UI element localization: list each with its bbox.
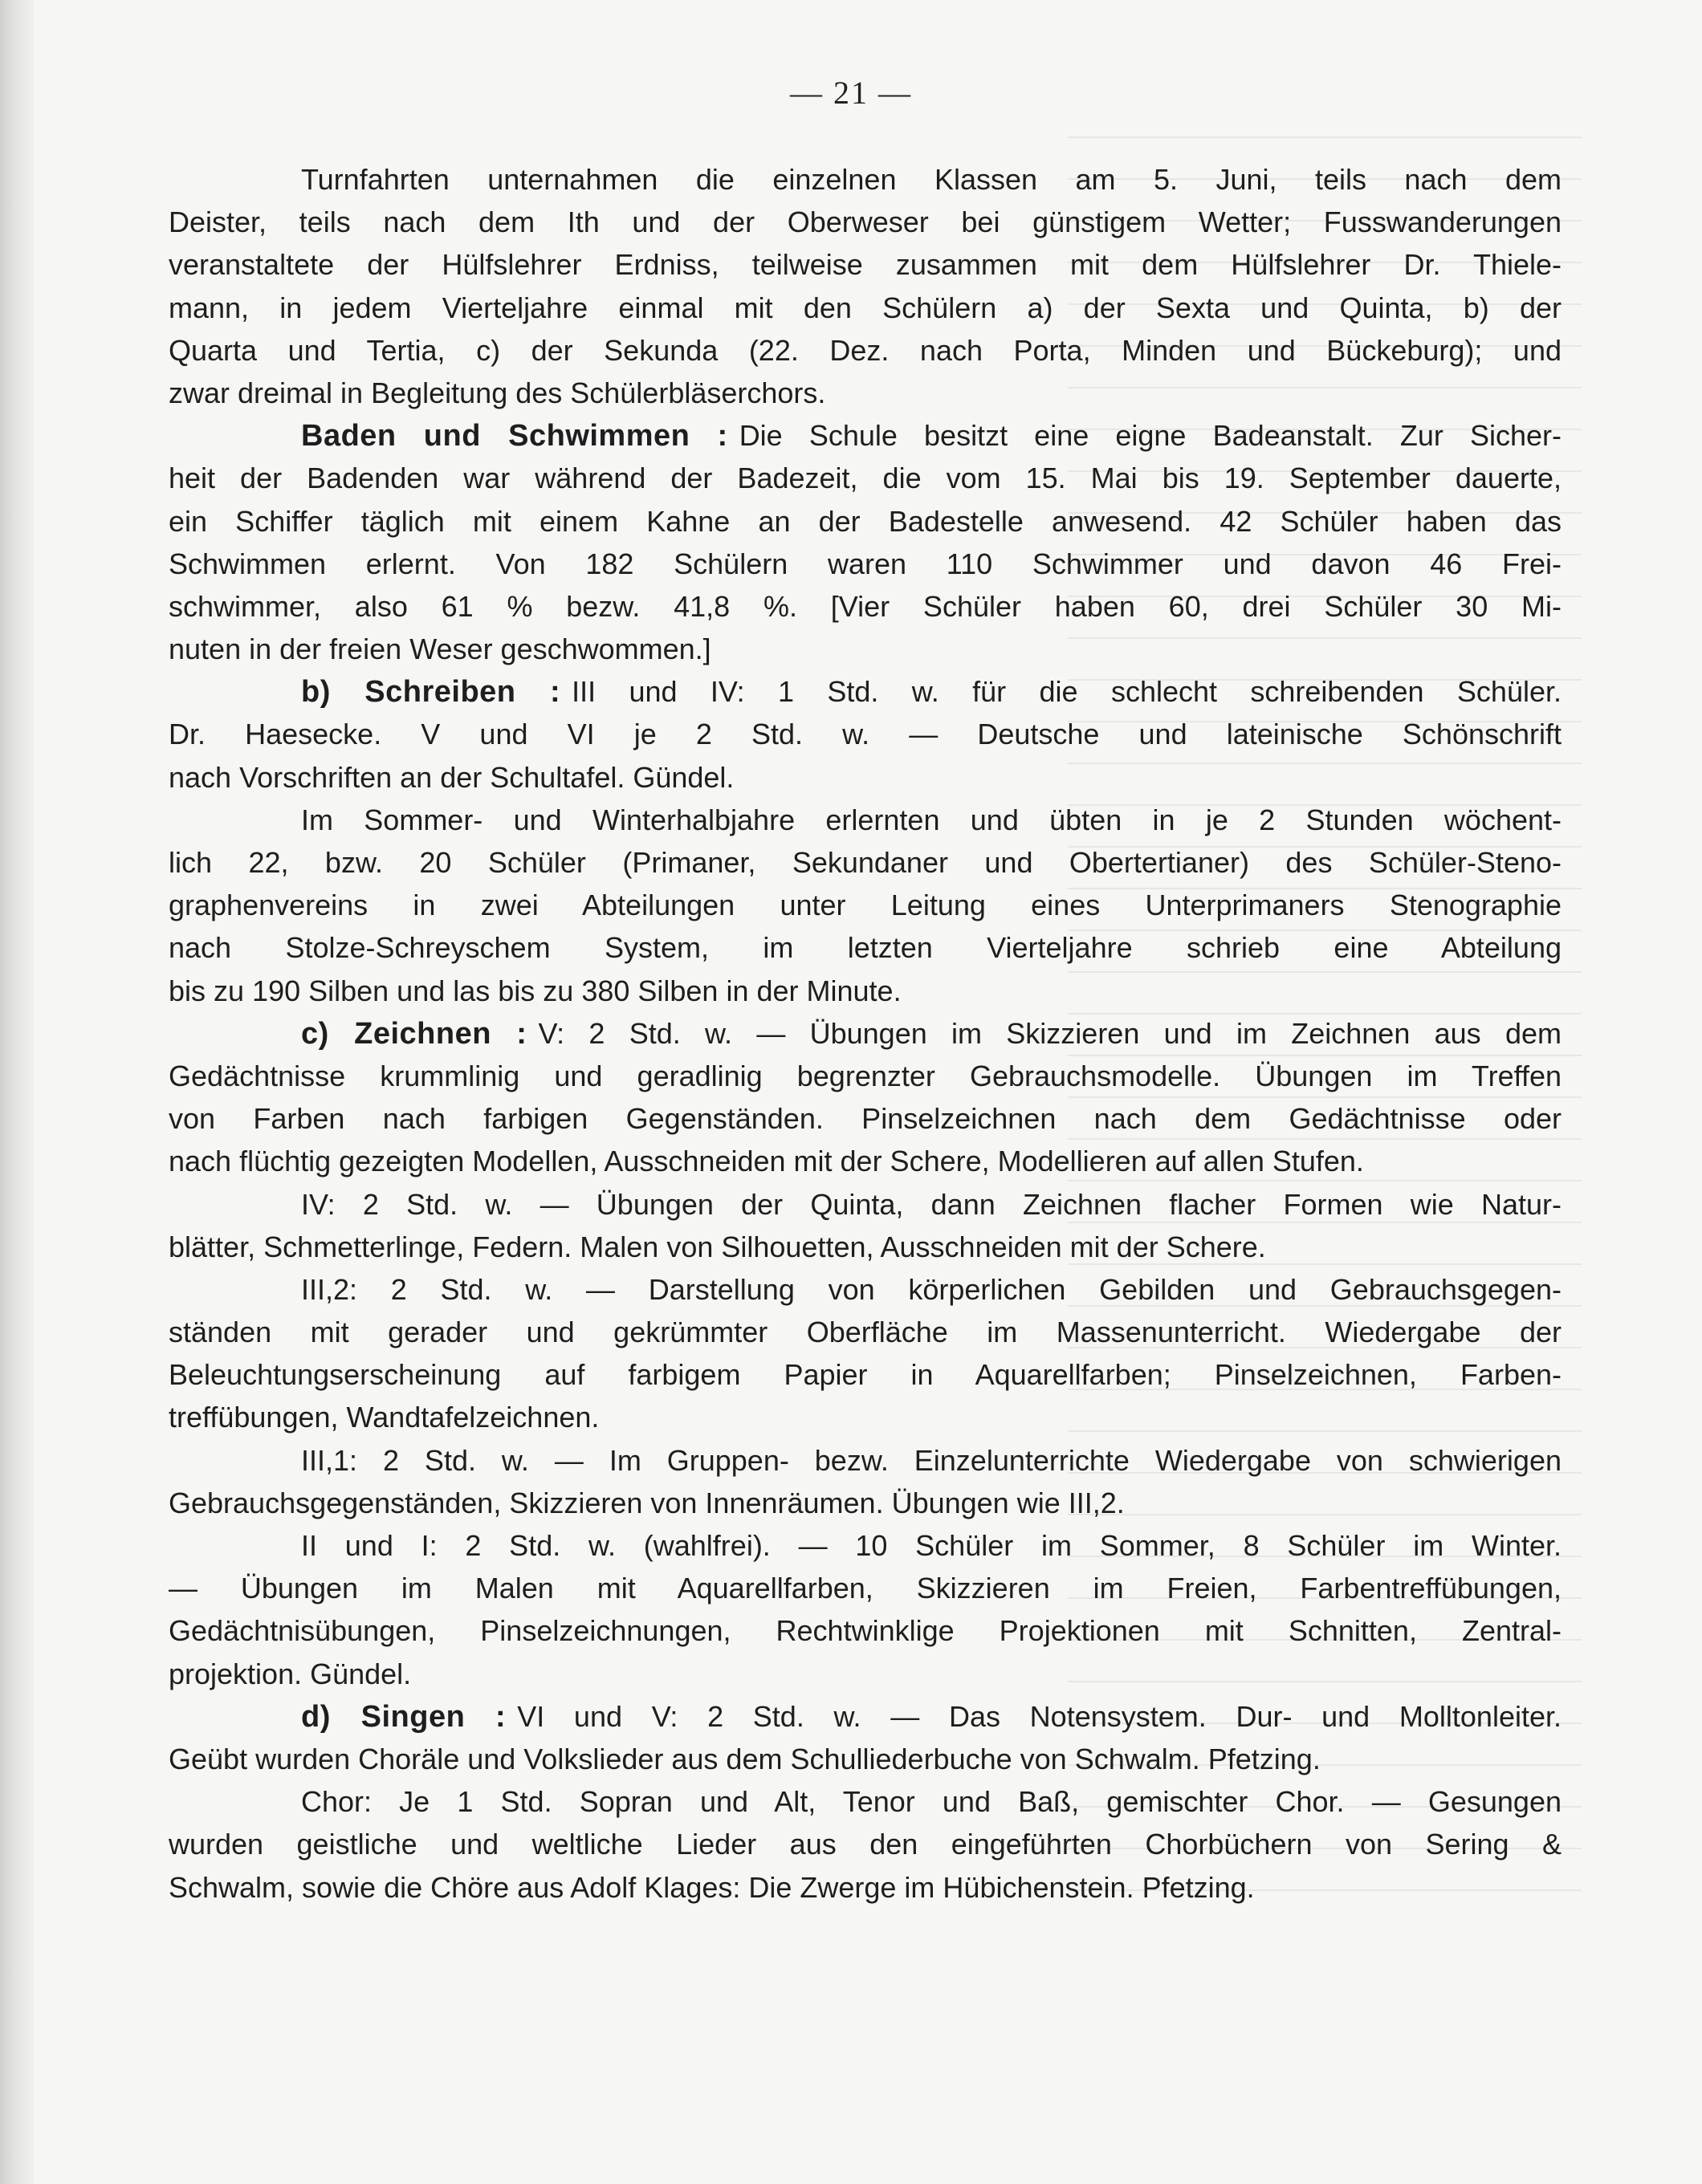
text-run: V: 2 Std. w. — Übungen im Skizzieren und im Zeichnen aus dem	[538, 1016, 1562, 1050]
text-line: graphenvereins in zwei Abteilungen unter Leitung eines Unterprimaners Stenographie	[169, 889, 1562, 922]
text-run: Die Schule besitzt eine eigne Badeanstalt. Zur Sicher-	[739, 419, 1562, 453]
text-line: lich 22, bzw. 20 Schüler (Primaner, Sekundaner und Obertertianer) des Schüler-Steno-	[169, 846, 1562, 879]
book-spine-shadow	[0, 0, 34, 2184]
text-line: ein Schiffer täglich mit einem Kahne an der Badestelle anwesend. 42 Schüler haben das	[169, 504, 1562, 538]
section-line	[169, 1012, 1562, 1055]
text-line: Quarta und Tertia, c) der Sekunda (22. Dez. nach Porta, Minden und Bückeburg); und	[169, 333, 1562, 367]
text-line: wurden geistliche und weltliche Lieder aus den eingeführten Chorbüchern von Sering &	[169, 1828, 1562, 1861]
text-line: treffübungen, Wandtafelzeichnen.	[169, 1401, 600, 1434]
text-line: III,2: 2 Std. w. — Darstellung von körperlichen Gebilden und Gebrauchsgegen-	[301, 1272, 1562, 1306]
text-line: schwimmer, also 61 % bezw. 41,8 %. [Vier Schüler haben 60, drei Schüler 30 Mi-	[169, 589, 1562, 623]
text-line: Dr. Haesecke. V und VI je 2 Std. w. — Deutsche und lateinische Schönschrift	[169, 718, 1562, 751]
text-line: Chor: Je 1 Std. Sopran und Alt, Tenor und Baß, gemischter Chor. — Gesungen	[301, 1785, 1562, 1819]
text-line: Im Sommer- und Winterhalbjahre erlernten und übten in je 2 Stunden wöchent-	[301, 803, 1562, 836]
text-line: Gedächtnisübungen, Pinselzeichnungen, Rechtwinklige Projektionen mit Schnitten, Zentral-	[169, 1614, 1562, 1648]
section-line	[169, 414, 1562, 457]
section-heading-singen: d) Singen :	[301, 1699, 507, 1734]
text-line: von Farben nach farbigen Gegenständen. Pinselzeichnen nach dem Gedächtnisse oder	[169, 1102, 1562, 1136]
text-line: Turnfahrten unternahmen die einzelnen Klassen am 5. Juni, teils nach dem	[301, 163, 1562, 196]
text-line: Deister, teils nach dem Ith und der Oberweser bei günstigem Wetter; Fusswanderungen	[169, 205, 1562, 239]
text-line: nach Stolze-Schreyschem System, im letzten Vierteljahre schrieb eine Abteilung	[169, 931, 1562, 965]
page-number: — 21 —	[790, 75, 912, 111]
body-text	[169, 158, 1562, 1909]
text-line: Schwimmen erlernt. Von 182 Schülern waren 110 Schwimmer und davon 46 Frei-	[169, 547, 1562, 580]
text-line: — Übungen im Malen mit Aquarellfarben, Skizzieren im Freien, Farbentreffübungen,	[169, 1572, 1562, 1605]
text-line: nuten in der freien Weser geschwommen.]	[169, 632, 711, 666]
text-line: III,1: 2 Std. w. — Im Gruppen- bezw. Einzelunterrichte Wiedergabe von schwierigen	[301, 1443, 1562, 1477]
text-line: Gebrauchsgegenständen, Skizzieren von Innenräumen. Übungen wie III,2.	[169, 1486, 1125, 1519]
text-line: II und I: 2 Std. w. (wahlfrei). — 10 Schüler im Sommer, 8 Schüler im Winter.	[301, 1529, 1562, 1562]
text-line: mann, in jedem Vierteljahre einmal mit den Schülern a) der Sexta und Quinta, b) der	[169, 291, 1562, 324]
text-line: IV: 2 Std. w. — Übungen der Quinta, dann Zeichnen flacher Formen wie Natur-	[301, 1187, 1562, 1221]
text-line: nach Vorschriften an der Schultafel. Gündel.	[169, 760, 735, 794]
text-line: projektion. Gündel.	[169, 1657, 412, 1690]
text-line: blätter, Schmetterlinge, Federn. Malen von Silhouetten, Ausschneiden mit der Schere.	[169, 1230, 1266, 1263]
text-line: nach flüchtig gezeigten Modellen, Ausschneiden mit der Schere, Modellieren auf allen Stufen.	[169, 1145, 1364, 1178]
text-line: Geübt wurden Choräle und Volkslieder aus dem Schulliederbuche von Schwalm. Pfetzing.	[169, 1742, 1321, 1775]
text-line: veranstaltete der Hülfslehrer Erdniss, teilweise zusammen mit dem Hülfslehrer Dr. Thiele-	[169, 248, 1562, 282]
text-line: ständen mit gerader und gekrümmter Oberfläche im Massenunterricht. Wiedergabe der	[169, 1316, 1562, 1349]
text-line: zwar dreimal in Begleitung des Schülerbläserchors.	[169, 376, 826, 409]
text-line: Beleuchtungserscheinung auf farbigem Papier in Aquarellfarben; Pinselzeichnen, Farben-	[169, 1358, 1562, 1392]
section-heading-baden: Baden und Schwimmen :	[301, 419, 728, 453]
text-line: Schwalm, sowie die Chöre aus Adolf Klages: Die Zwerge im Hübichenstein. Pfetzing.	[169, 1870, 1255, 1904]
section-heading-zeichnen: c) Zeichnen :	[301, 1016, 527, 1051]
section-line	[169, 670, 1562, 713]
text-line: Gedächtnisse krummlinig und geradlinig begrenzter Gebrauchsmodelle. Übungen im Treffen	[169, 1059, 1562, 1092]
text-line: heit der Badenden war während der Badezeit, die vom 15. Mai bis 19. September dauerte,	[169, 462, 1562, 495]
section-line	[169, 1695, 1562, 1738]
text-run: III und IV: 1 Std. w. für die schlecht schreibenden Schüler.	[572, 675, 1562, 709]
text-line: bis zu 190 Silben und las bis zu 380 Silben in der Minute.	[169, 974, 902, 1007]
text-run: VI und V: 2 Std. w. — Das Notensystem. Dur- und Molltonleiter.	[517, 1699, 1562, 1733]
section-heading-schreiben: b) Schreiben :	[301, 675, 561, 710]
